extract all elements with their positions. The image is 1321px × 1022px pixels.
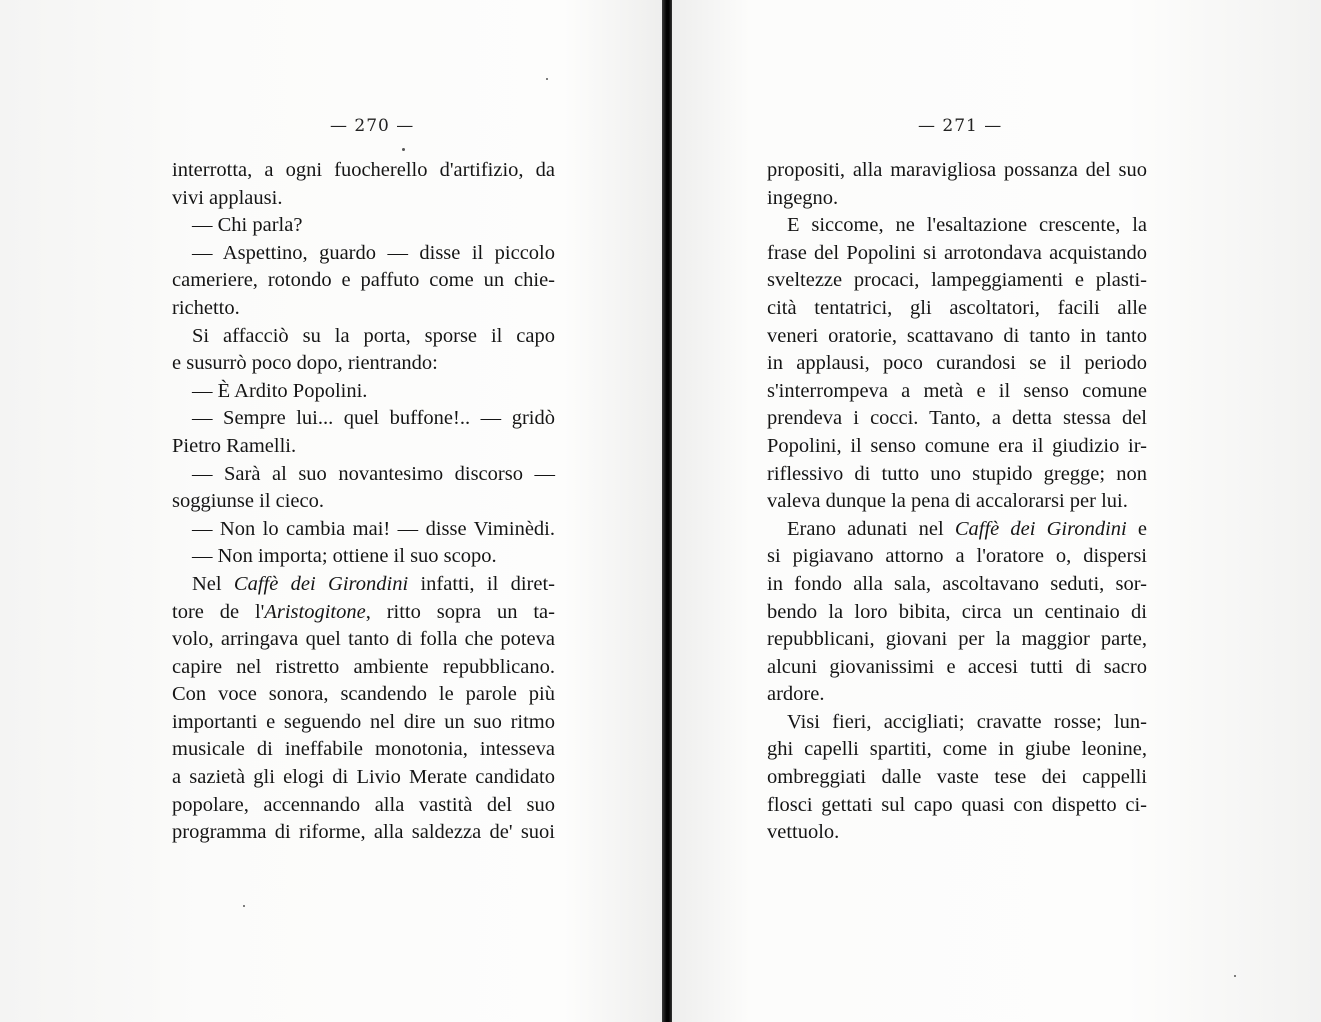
text-line: ghi capelli spartiti, come in giube leonine, xyxy=(767,738,1147,761)
text-line: Pietro Ramelli. xyxy=(172,434,297,457)
text-line: Si affacciò su la porta, sporse il capo xyxy=(192,324,555,347)
text-line: vettuolo. xyxy=(767,821,840,844)
text-line: ardore. xyxy=(767,683,825,706)
text-line: alcuni giovanissimi e accesi tutti di sacro xyxy=(767,655,1147,678)
text-line: E siccome, ne l'esaltazione crescente, la xyxy=(787,214,1147,237)
text-line: Visi fieri, accigliati; cravatte rosse; lun- xyxy=(787,710,1147,733)
text-line: Con voce sonora, scandendo le parole più xyxy=(172,683,555,706)
text-line: — Non lo cambia mai! — disse Viminèdi. xyxy=(192,517,555,540)
paper-speck xyxy=(546,78,548,80)
text-segment: infatti, il diret- xyxy=(408,572,555,595)
text-line: ombreggiati dalle vaste tese dei cappelli xyxy=(767,766,1147,789)
italic-title: Caffè dei Girondini xyxy=(233,572,409,595)
text-line: cità tentatrici, gli ascoltatori, facili alle xyxy=(767,296,1147,319)
text-line: frase del Popolini si arrotondava acquistando xyxy=(767,241,1147,264)
text-line: in fondo alla sala, ascoltavano seduti, sor- xyxy=(767,572,1147,595)
page-number-right: — 271 — xyxy=(918,116,1003,136)
text-line: prendeva i cocci. Tanto, a detta stessa del xyxy=(767,407,1147,430)
left-page-text xyxy=(172,157,555,847)
text-line: riflessivo di tutto uno stupido gregge; non xyxy=(767,462,1147,485)
text-line: repubblicani, giovani per la maggior parte, xyxy=(767,628,1147,651)
paper-speck xyxy=(1234,975,1236,977)
text-line: musicale di ineffabile monotonia, intesseva xyxy=(172,738,555,761)
text-segment: e xyxy=(1126,517,1147,540)
text-line: richetto. xyxy=(172,296,240,319)
text-line: popolare, accennando alla vastità del suo xyxy=(172,793,555,816)
text-line: programma di riforme, alla saldezza de' suoi xyxy=(172,821,555,844)
text-line: flosci gettati sul capo quasi con dispetto ci- xyxy=(767,793,1147,816)
text-line: capire nel ristretto ambiente repubblicano. xyxy=(172,655,555,678)
text-segment: Erano adunati nel xyxy=(787,517,955,540)
text-line: veneri oratorie, scattavano di tanto in tanto xyxy=(767,324,1147,347)
text-line: cameriere, rotondo e paffuto come un chie- xyxy=(172,269,555,292)
right-page-text xyxy=(767,157,1147,847)
text-line: interrotta, a ogni fuocherello d'artifizio, da xyxy=(172,159,555,181)
text-line: volo, arringava quel tanto di folla che poteva xyxy=(172,628,555,651)
page-number-left: — 270 — xyxy=(330,116,415,136)
text-line: in applausi, poco curandosi se il periodo xyxy=(767,352,1147,375)
text-line: sveltezze procaci, lampeggiamenti e plasti- xyxy=(767,269,1147,292)
text-line: propositi, alla maravigliosa possanza del suo xyxy=(767,159,1147,181)
text-line: Popolini, il senso comune era il giudizio ir- xyxy=(767,434,1147,457)
text-line: e susurrò poco dopo, rientrando: xyxy=(172,352,438,375)
text-line xyxy=(172,571,555,599)
paper-speck xyxy=(243,905,245,907)
text-line: — Sarà al suo novantesimo discorso — xyxy=(192,462,555,485)
text-segment: tore de l' xyxy=(172,600,265,623)
text-line: — Non importa; ottiene il suo scopo. xyxy=(192,545,497,568)
text-line: s'interrompeva a metà e il senso comune xyxy=(767,379,1147,402)
italic-title: Caffè dei Girondini xyxy=(954,517,1127,540)
text-line: importanti e seguendo nel dire un suo ritmo xyxy=(172,710,555,733)
text-line xyxy=(767,516,1147,544)
italic-title: Aristogitone xyxy=(264,600,366,623)
text-line xyxy=(172,599,555,627)
text-line: — È Ardito Popolini. xyxy=(192,379,368,402)
text-line: soggiunse il cieco. xyxy=(172,490,325,513)
text-line: valeva dunque la pena di accalorarsi per lui. xyxy=(767,490,1128,513)
text-segment: , ritto sopra un ta- xyxy=(365,600,555,623)
paper-speck xyxy=(402,148,405,151)
text-segment: Nel xyxy=(192,572,234,595)
text-line: — Chi parla? xyxy=(192,214,303,237)
text-line: bendo la loro bibita, circa un centinaio di xyxy=(767,600,1147,623)
text-line: si pigiavano attorno a l'oratore o, dispersi xyxy=(767,545,1147,568)
text-line: — Aspettino, guardo — disse il piccolo xyxy=(192,241,555,264)
text-line: — Sempre lui... quel buffone!.. — gridò xyxy=(192,407,555,430)
text-line: ingegno. xyxy=(767,186,839,209)
text-line: vivi applausi. xyxy=(172,186,283,209)
text-line: a sazietà gli elogi di Livio Merate candidato xyxy=(172,766,555,789)
